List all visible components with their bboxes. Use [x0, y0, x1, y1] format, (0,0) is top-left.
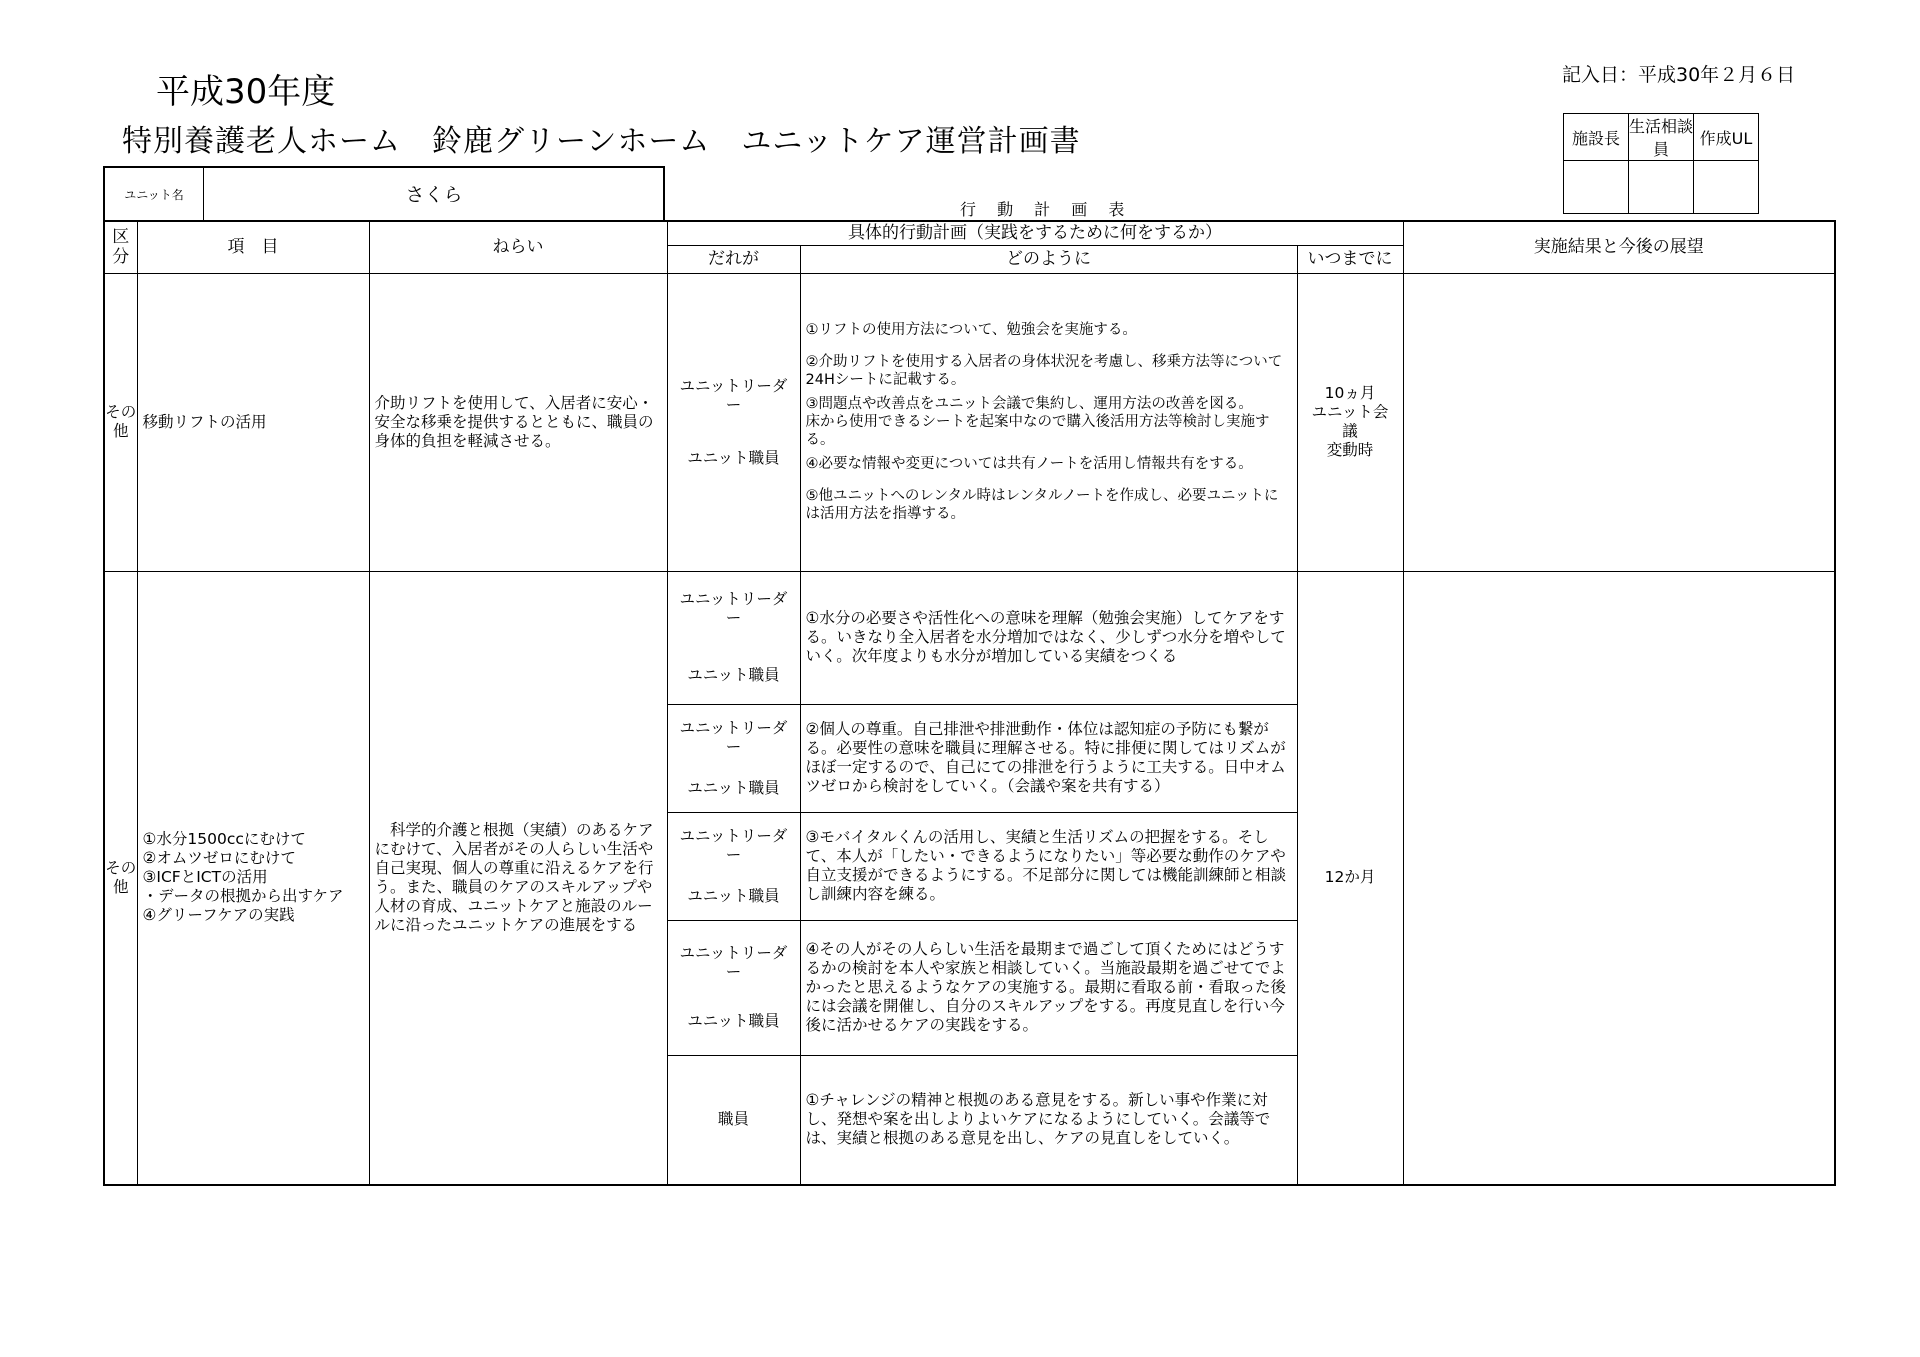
who-staff: ユニット職員: [687, 1012, 780, 1030]
item-line: ・データの根拠から出すケア: [142, 887, 344, 906]
stamp-box-creator: [1694, 161, 1759, 214]
who-staff: 職員: [717, 1110, 749, 1129]
item-line: ④グリーフケアの実践: [142, 906, 295, 925]
until-line: ユニット会: [1311, 403, 1389, 421]
approval-stamp-boxes: [1563, 113, 1759, 214]
row-who: [667, 273, 800, 571]
how-step: ⑤他ユニットへのレンタル時はレンタルノートを作成し、必要ユニットには活用方法を指導する。: [805, 488, 1279, 522]
who-staff: ユニット職員: [687, 778, 780, 797]
row-category: その他: [104, 273, 137, 571]
header-how: どのように: [800, 245, 1297, 273]
header-result: 実施結果と今後の展望: [1403, 221, 1835, 273]
how-step: ④必要な情報や変更については共有ノートを活用し情報共有をする。: [805, 456, 1253, 472]
stamp-box-director: [1564, 161, 1629, 214]
item-line: ①水分1500ccにむけて: [142, 830, 306, 849]
unit-name-box: [103, 166, 665, 220]
who-staff: ユニット職員: [687, 448, 780, 467]
item-line: ②オムツゼロにむけて: [142, 849, 296, 868]
action-plan-table: [103, 220, 1836, 1186]
header-item: 項 目: [137, 221, 369, 273]
who-staff: ユニット職員: [687, 886, 780, 905]
who-leader: ユニットリーダー: [679, 944, 788, 981]
row-item: [137, 571, 369, 1185]
row-who: [667, 920, 800, 1055]
row-aim: 科学的介護と根拠（実績）のあるケアにむけて、入居者がその人らしい生活や自己実現、個人の尊重に沿えるケアを行う。また、職員のケアのスキルアップや人材の育成、ユニットケアと施設のルールに沿ったユニットケアの進展をする: [369, 571, 667, 1185]
row-how: ④その人がその人らしい生活を最期まで過ごして頂くためにはどうするかの検討を本人や家族と相談していく。当施設最期を過ごせてでよかったと思えるようなケアの実施する。最期に看取る前・看取った後には会議を開催し、自分のスキルアップをする。再度見直しを行い今後に活かせるケアの実践をする。: [800, 920, 1297, 1055]
row-category: その他: [104, 571, 137, 1185]
how-step: ②介助リフトを使用する入居者の身体状況を考慮し、移乗方法等について24Hシートに記載する。: [805, 354, 1283, 388]
header-who: だれが: [667, 245, 800, 273]
document-title: 特別養護老人ホーム 鈴鹿グリーンホーム ユニットケア運営計画書: [122, 124, 1081, 159]
how-step: ①リフトの使用方法について、勉強会を実施する。: [805, 322, 1137, 338]
row-how: ①水分の必要さや活性化への意味を理解（勉強会実施）してケアをする。いきなり全入居者を水分増加ではなく、少しずつ水分を増やしていく。次年度よりも水分が増加している実績をつくる: [800, 571, 1297, 704]
plan-heading: 行 動 計 画 表: [960, 200, 1133, 219]
who-staff: ユニット職員: [687, 666, 780, 684]
who-leader: ユニットリーダー: [679, 718, 788, 756]
row-how: [800, 273, 1297, 571]
row-who: [667, 571, 800, 704]
header-aim: ねらい: [369, 221, 667, 273]
row-how: ①チャレンジの精神と根拠のある意見をする。新しい事や作業に対し、発想や案を出しよりよいケアになるようにしていく。会議等では、実績と根拠のある意見を出し、ケアの見直しをしていく。: [800, 1055, 1297, 1185]
stamp-label-director: 施設長: [1564, 114, 1629, 161]
row-aim: 介助リフトを使用して、入居者に安心・安全な移乗を提供するとともに、職員の身体的負担を軽減させる。: [369, 273, 667, 571]
row-who: [667, 812, 800, 920]
until-line: 議: [1342, 422, 1358, 440]
table-row: [104, 273, 1835, 571]
row-who: [667, 1055, 800, 1185]
row-result: [1403, 273, 1835, 571]
until-line: 10ヵ月: [1324, 384, 1376, 402]
row-how: ②個人の尊重。自己排泄や排泄動作・体位は認知症の予防にも繋がる。必要性の意味を職員に理解させる。特に排便に関してはリズムがほぼ一定するので、自己にての排泄を行うように工夫する。日中オムツゼロから検討をしていく。（会議や案を共有する）: [800, 704, 1297, 812]
who-leader: ユニットリーダー: [679, 826, 788, 864]
item-line: ③ICFとICTの活用: [142, 868, 268, 887]
unit-label: ユニット名: [105, 168, 204, 220]
stamp-label-creator: 作成UL: [1694, 114, 1759, 161]
header-until: いつまでに: [1297, 245, 1403, 273]
unit-name: さくら: [405, 184, 463, 206]
fiscal-year: 平成30年度: [156, 72, 336, 112]
until-line: 変動時: [1326, 441, 1374, 459]
entry-date: 記入日：平成30年２月６日: [1562, 64, 1796, 86]
header-category: 区分: [104, 221, 137, 273]
row-how: ③モバイタルくんの活用し、実績と生活リズムの把握をする。そして、本人が「したい・できるようになりたい」等必要な動作のケアや自立支援ができるようにする。不足部分に関しては機能訓練師と相談し訓練内容を練る。: [800, 812, 1297, 920]
stamp-box-counselor: [1629, 161, 1694, 214]
row-item: 移動リフトの活用: [137, 273, 369, 571]
row-until: 12か月: [1297, 571, 1403, 1185]
row-until: [1297, 273, 1403, 571]
row-who: [667, 704, 800, 812]
how-step: ③問題点や改善点をユニット会議で集約し、運用方法の改善を図る。: [805, 396, 1253, 412]
who-leader: ユニットリーダー: [679, 590, 788, 627]
table-row: [104, 571, 1835, 704]
how-step: 床から使用できるシートを起案中なので購入後活用方法等検討し実施する。: [805, 414, 1270, 448]
stamp-label-counselor: 生活相談員: [1629, 114, 1694, 161]
who-leader: ユニットリーダー: [679, 376, 788, 414]
row-result: [1403, 571, 1835, 1185]
header-concrete-plan: 具体的行動計画（実践をするために何をするか）: [667, 221, 1403, 245]
